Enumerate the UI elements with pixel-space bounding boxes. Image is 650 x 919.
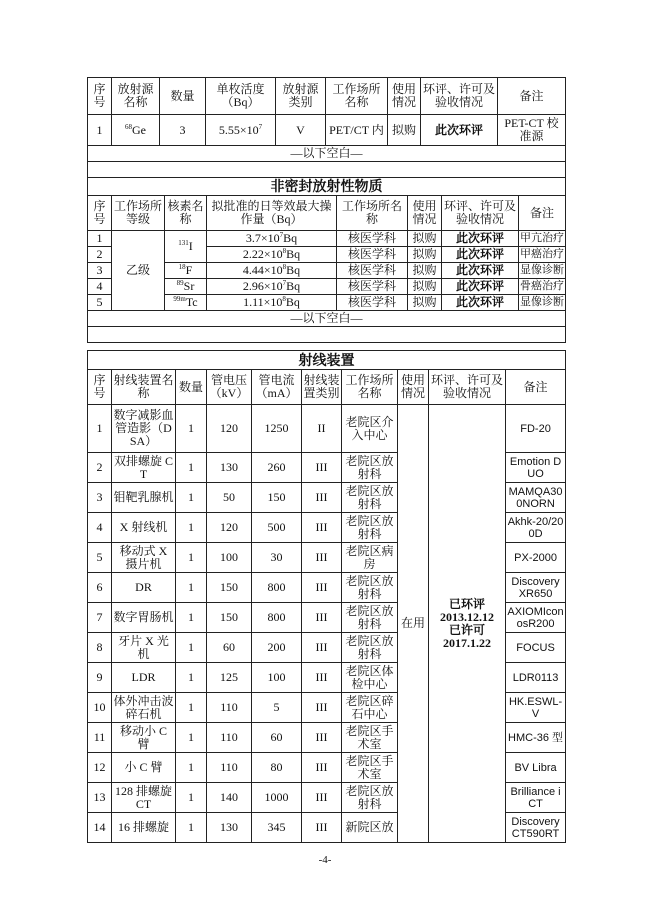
max-operation-amount: $1.11\times 10^8Bq$ <box>207 295 337 311</box>
tube-voltage: 130 <box>207 453 252 483</box>
section-title: 射线装置 <box>88 351 566 370</box>
remark: FOCUS <box>506 633 566 663</box>
device-category: III <box>302 783 342 813</box>
blank-row <box>88 311 566 327</box>
device-category: III <box>302 663 342 693</box>
eia-status: 此次环评 <box>421 115 498 146</box>
max-operation-amount: $3.7\times 10^7Bq$ <box>207 231 337 247</box>
workplace: 核医学科 <box>337 295 408 311</box>
tube-current: 500 <box>252 513 302 543</box>
sealed-source-table <box>87 77 566 178</box>
tube-voltage: 150 <box>207 603 252 633</box>
header-cell: 单枚活度（Bq） <box>206 78 276 115</box>
quantity: 1 <box>176 753 207 783</box>
row-number: 8 <box>88 633 112 663</box>
header-cell: 序号 <box>88 78 112 115</box>
tube-voltage: 100 <box>207 543 252 573</box>
eia-status-line: 已环评 <box>448 596 485 611</box>
row-number: 2 <box>88 453 112 483</box>
quantity: 1 <box>176 633 207 663</box>
spacer-row <box>88 327 566 343</box>
header-cell: 工作场所名称 <box>337 196 408 231</box>
eia-status: 此次环评 <box>442 295 519 311</box>
device-category: III <box>302 453 342 483</box>
table-row <box>88 405 566 453</box>
quantity: 1 <box>176 813 207 843</box>
tube-current: 800 <box>252 573 302 603</box>
remark: PET-CT 校准源 <box>498 115 566 146</box>
remark: Emotion DUO <box>506 453 566 483</box>
tube-voltage: 120 <box>207 513 252 543</box>
device-category: III <box>302 603 342 633</box>
device-name: 数字减影血管造影（DSA） <box>112 405 176 453</box>
workplace: 老院区放射科 <box>342 783 398 813</box>
tube-current: 30 <box>252 543 302 573</box>
workplace: PET/CT 内 <box>326 115 388 146</box>
tube-current: 60 <box>252 723 302 753</box>
row-number: 2 <box>88 247 112 263</box>
tube-current: 200 <box>252 633 302 663</box>
workplace: 核医学科 <box>337 231 408 247</box>
header-cell: 射线装置名称 <box>112 370 176 405</box>
nuclide-name: $^{89}$Sr <box>165 279 207 295</box>
blank-row <box>88 146 566 162</box>
tube-current: 800 <box>252 603 302 633</box>
usage-status: 拟购 <box>408 279 442 295</box>
device-name: X 射线机 <box>112 513 176 543</box>
device-name: 体外冲击波碎石机 <box>113 693 174 721</box>
tube-voltage: 110 <box>207 753 252 783</box>
tube-voltage: 50 <box>207 483 252 513</box>
device-category: III <box>302 693 342 723</box>
header-cell: 放射源类别 <box>276 78 326 115</box>
remark: MAMQA300NORN <box>506 483 566 513</box>
header-cell: 序号 <box>88 196 112 231</box>
eia-status: 此次环评 <box>442 263 519 279</box>
section-title-row <box>88 178 566 196</box>
row-number: 1 <box>88 115 112 146</box>
device-name: 16 排螺旋 <box>112 813 176 843</box>
section-title: 非密封放射性物质 <box>88 178 566 196</box>
tube-voltage: 120 <box>207 405 252 453</box>
row-number: 13 <box>88 783 112 813</box>
workplace: 老院区放射科 <box>342 453 398 483</box>
quantity: 1 <box>176 453 207 483</box>
tube-current: 260 <box>252 453 302 483</box>
header-cell: 射线装置类别 <box>302 370 342 405</box>
device-category: III <box>302 753 342 783</box>
quantity: 1 <box>176 663 207 693</box>
quantity: 1 <box>176 483 207 513</box>
remark: AXIOMIconosR200 <box>506 603 566 633</box>
workplace: 老院区病房 <box>342 543 398 573</box>
eia-status-line: 2013.12.12 <box>440 609 494 624</box>
nuclide-name: $^{99m}$Tc <box>165 295 207 311</box>
max-operation-amount: $2.22\times 10^8Bq$ <box>207 247 337 263</box>
remark: FD-20 <box>506 405 566 453</box>
header-cell: 使用情况 <box>388 78 421 115</box>
header-cell: 使用情况 <box>398 370 429 405</box>
activity: $5.55\times 10^7$ <box>206 115 276 146</box>
device-name: 钼靶乳腺机 <box>112 483 176 513</box>
row-number: 4 <box>88 279 112 295</box>
row-number: 14 <box>88 813 112 843</box>
device-category: III <box>302 573 342 603</box>
row-number: 9 <box>88 663 112 693</box>
remark: 甲亢治疗 <box>519 231 566 247</box>
device-name: 数字胃肠机 <box>112 603 176 633</box>
remark: Brilliance iCT <box>506 783 566 813</box>
device-name: 移动小 C 臂 <box>112 723 176 753</box>
table-row <box>88 231 566 247</box>
workplace: 核医学科 <box>337 247 408 263</box>
remark: PX-2000 <box>506 543 566 573</box>
quantity: 1 <box>176 723 207 753</box>
workplace: 老院区放射科 <box>342 633 398 663</box>
header-cell: 序号 <box>88 370 112 405</box>
source-category: V <box>276 115 326 146</box>
blank-below-label: —以下空白— <box>88 311 566 327</box>
device-name: 双排螺旋 CT <box>112 453 176 483</box>
header-cell: 备注 <box>498 78 566 115</box>
header-cell: 工作场所等级 <box>112 196 165 231</box>
sealed-header-row <box>88 78 566 115</box>
row-number: 6 <box>88 573 112 603</box>
header-cell: 数量 <box>176 370 207 405</box>
eia-status: 此次环评 <box>442 231 519 247</box>
header-cell: 备注 <box>519 196 566 231</box>
remark: 显像诊断 <box>519 263 566 279</box>
device-category: III <box>302 723 342 753</box>
max-operation-amount: $2.96\times 10^7Bq$ <box>207 279 337 295</box>
header-cell: 环评、许可及验收情况 <box>442 196 519 231</box>
row-number: 5 <box>88 295 112 311</box>
header-cell: 放射源名称 <box>112 78 160 115</box>
tube-current: 100 <box>252 663 302 693</box>
header-cell: 备注 <box>506 370 566 405</box>
header-cell: 核素名称 <box>165 196 207 231</box>
workplace: 老院区体检中心 <box>342 663 398 693</box>
page-number: -4- <box>318 854 332 866</box>
workplace: 新院区放 <box>342 813 398 843</box>
tube-current: 150 <box>252 483 302 513</box>
usage-status: 拟购 <box>388 115 421 146</box>
tube-voltage: 125 <box>207 663 252 693</box>
row-number: 11 <box>88 723 112 753</box>
remark: 甲癌治疗 <box>519 247 566 263</box>
nuclide-name: $^{68}$Ge <box>112 115 160 146</box>
section-title-row <box>88 351 566 370</box>
nuclide-name: $^{131}$I <box>165 231 207 263</box>
usage-status: 拟购 <box>408 247 442 263</box>
quantity: 1 <box>176 543 207 573</box>
header-cell: 环评、许可及验收情况 <box>429 370 506 405</box>
row-number: 1 <box>88 231 112 247</box>
workplace: 核医学科 <box>337 263 408 279</box>
remark: Akhk-20/200D <box>506 513 566 543</box>
device-category: III <box>302 513 342 543</box>
eia-status: 此次环评 <box>442 247 519 263</box>
header-cell: 拟批准的日等效最大操作量（Bq） <box>207 196 337 231</box>
quantity: 1 <box>176 573 207 603</box>
radiation-device-table <box>87 350 566 843</box>
tube-voltage: 150 <box>207 573 252 603</box>
workplace: 老院区放射科 <box>342 603 398 633</box>
device-category: III <box>302 543 342 573</box>
quantity: 1 <box>176 603 207 633</box>
header-cell: 工作场所名称 <box>326 78 388 115</box>
quantity: 1 <box>176 513 207 543</box>
tube-current: 1250 <box>252 405 302 453</box>
blank-below-label: —以下空白— <box>88 146 566 162</box>
remark: HMC-36 型 <box>506 723 566 753</box>
tube-voltage: 110 <box>207 693 252 723</box>
remark: HK.ESWL-V <box>506 693 566 723</box>
tube-voltage: 110 <box>207 723 252 753</box>
device-category: III <box>302 483 342 513</box>
workplace-grade: 乙级 <box>112 231 165 311</box>
remark: 骨癌治疗 <box>519 279 566 295</box>
row-number: 10 <box>88 693 112 723</box>
row-number: 5 <box>88 543 112 573</box>
tube-current: 1000 <box>252 783 302 813</box>
row-number: 1 <box>88 405 112 453</box>
quantity: 1 <box>176 405 207 453</box>
row-number: 12 <box>88 753 112 783</box>
row-number: 3 <box>88 483 112 513</box>
quantity: 1 <box>176 783 207 813</box>
header-cell: 数量 <box>160 78 206 115</box>
header-cell: 管电流（mA） <box>252 370 302 405</box>
tube-voltage: 140 <box>207 783 252 813</box>
device-header-row <box>88 370 566 405</box>
workplace: 核医学科 <box>337 279 408 295</box>
workplace: 老院区手术室 <box>342 753 398 783</box>
header-cell: 管电压（kV） <box>207 370 252 405</box>
tube-current: 345 <box>252 813 302 843</box>
remark: BV Libra <box>506 753 566 783</box>
device-name: 128 排螺旋 CT <box>112 783 176 813</box>
device-name: DR <box>112 573 176 603</box>
workplace: 老院区手术室 <box>342 723 398 753</box>
eia-status-line: 2017.1.22 <box>443 635 491 650</box>
max-operation-amount: $4.44\times 10^8Bq$ <box>207 263 337 279</box>
usage-status: 拟购 <box>408 231 442 247</box>
device-name: LDR <box>112 663 176 693</box>
row-number: 3 <box>88 263 112 279</box>
header-cell: 工作场所名称 <box>342 370 398 405</box>
nuclide-name: $^{18}$F <box>165 263 207 279</box>
device-category: III <box>302 813 342 843</box>
remark: Discovery CT590RT <box>506 813 566 843</box>
remark: Discovery XR650 <box>506 573 566 603</box>
workplace: 老院区放射科 <box>342 573 398 603</box>
device-name: 移动式 X 摄片机 <box>112 543 176 573</box>
workplace: 老院区介入中心 <box>342 405 398 453</box>
tube-current: 5 <box>252 693 302 723</box>
spacer-row <box>88 162 566 178</box>
tube-voltage: 60 <box>207 633 252 663</box>
table-row <box>88 115 566 146</box>
device-name: 小 C 臂 <box>112 753 176 783</box>
unsealed-header-row <box>88 196 566 231</box>
workplace: 老院区碎石中心 <box>342 693 398 723</box>
device-name: 牙片 X 光机 <box>112 633 176 663</box>
device-category: II <box>302 405 342 453</box>
workplace: 老院区放射科 <box>342 483 398 513</box>
header-cell: 使用情况 <box>408 196 442 231</box>
quantity: 3 <box>160 115 206 146</box>
eia-status <box>429 405 506 843</box>
eia-status: 此次环评 <box>442 279 519 295</box>
usage-status: 在用 <box>398 405 429 843</box>
device-category: III <box>302 633 342 663</box>
usage-status: 拟购 <box>408 263 442 279</box>
usage-status: 拟购 <box>408 295 442 311</box>
quantity: 1 <box>176 693 207 723</box>
remark: 显像诊断 <box>519 295 566 311</box>
header-cell: 环评、许可及验收情况 <box>421 78 498 115</box>
tube-current: 80 <box>252 753 302 783</box>
row-number: 7 <box>88 603 112 633</box>
remark: LDR0113 <box>506 663 566 693</box>
eia-status-line: 已许可 <box>448 622 485 637</box>
workplace: 老院区放射科 <box>342 513 398 543</box>
unsealed-material-table <box>87 177 566 343</box>
row-number: 4 <box>88 513 112 543</box>
tube-voltage: 130 <box>207 813 252 843</box>
